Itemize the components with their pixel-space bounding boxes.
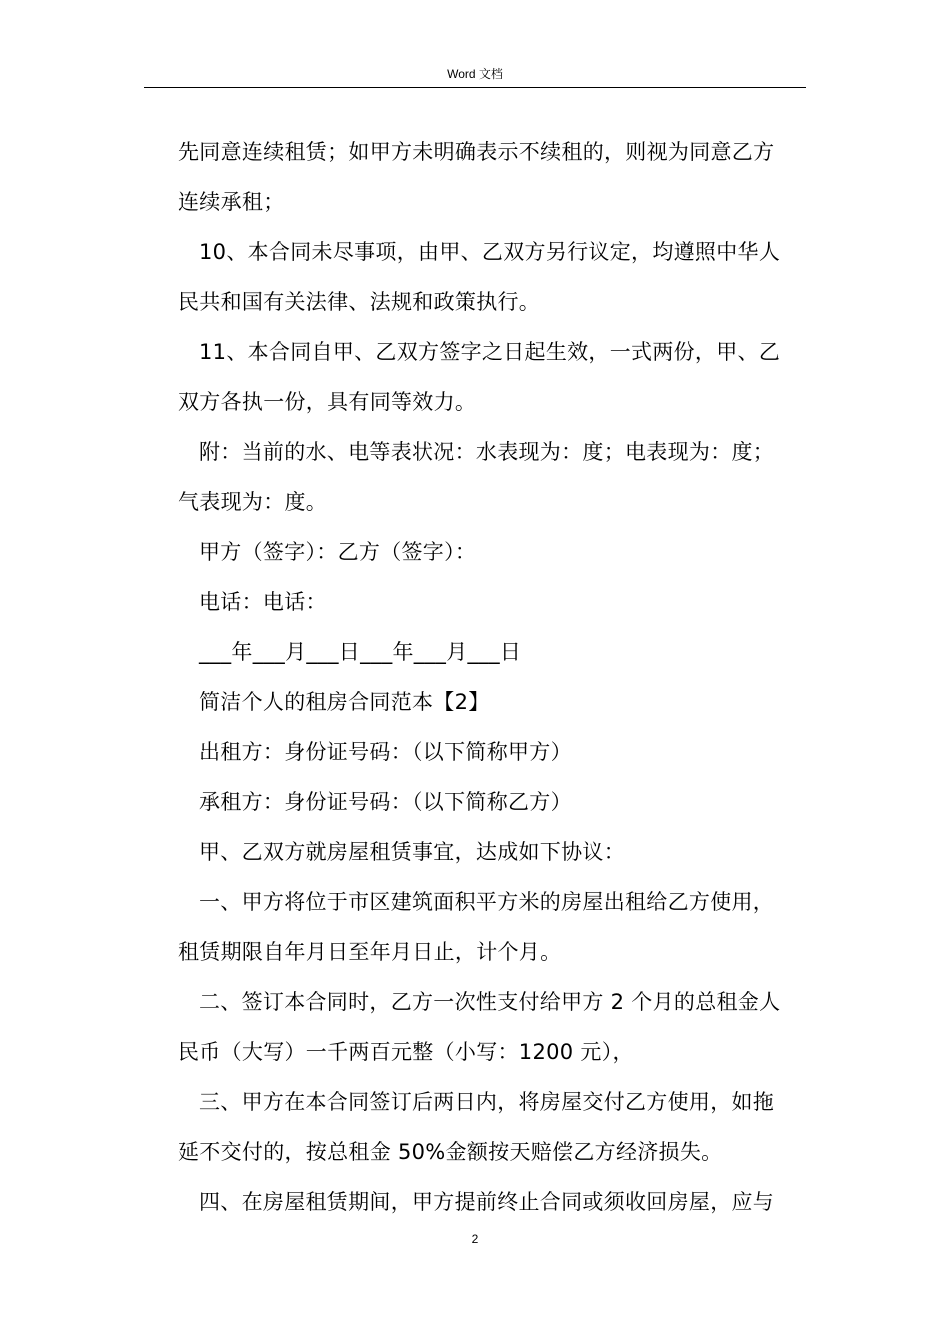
clause-2-line: 二、签订本合同时，乙方一次性支付给甲方 2 个月的总租金人 [199,990,781,1014]
lessor-line: 出租方：身份证号码：（以下简称甲方） [199,740,572,764]
lessee-line: 承租方：身份证号码：（以下简称乙方） [199,790,572,814]
signature-line: 甲方（签字）：乙方（签字）： [199,540,477,564]
body-line: 双方各执一份，具有同等效力。 [178,390,477,414]
document-body [178,127,804,1227]
body-line: 延不交付的，按总租金 50%金额按天赔偿乙方经济损失。 [178,1140,723,1164]
agreement-intro-line: 甲、乙双方就房屋租赁事宜，达成如下协议： [199,840,625,864]
page-number: 2 [471,1232,479,1246]
clause-1-line: 一、甲方将位于市区建筑面积平方米的房屋出租给乙方使用， [199,890,775,914]
document-header-label: Word 文档 [447,67,503,81]
clause-11-line: 11、本合同自甲、乙双方签字之日起生效，一式两份，甲、乙 [199,340,781,364]
appendix-line: 附：当前的水、电等表状况：水表现为：度；电表现为：度； [199,440,775,464]
date-line: ___年___月___日___年___月___日 [199,640,522,664]
clause-4-line: 四、在房屋租赁期间，甲方提前终止合同或须收回房屋，应与 [199,1190,775,1214]
body-line: 连续承租； [178,190,285,214]
body-line: 租赁期限自年月日至年月日止，计个月。 [178,940,562,964]
clause-10-line: 10、本合同未尽事项，由甲、乙双方另行议定，均遵照中华人 [199,240,781,264]
section-title: 简洁个人的租房合同范本【2】 [199,690,490,714]
clause-3-line: 三、甲方在本合同签订后两日内，将房屋交付乙方使用，如拖 [199,1090,775,1114]
body-line: 民币（大写）一千两百元整（小写：1200 元）， [178,1040,634,1064]
phone-line: 电话：电话： [199,590,327,614]
header-divider [144,87,806,88]
body-line: 先同意连续租赁；如甲方未明确表示不续租的，则视为同意乙方 [178,140,775,164]
body-line: 民共和国有关法律、法规和政策执行。 [178,290,541,314]
body-line: 气表现为：度。 [178,490,328,514]
